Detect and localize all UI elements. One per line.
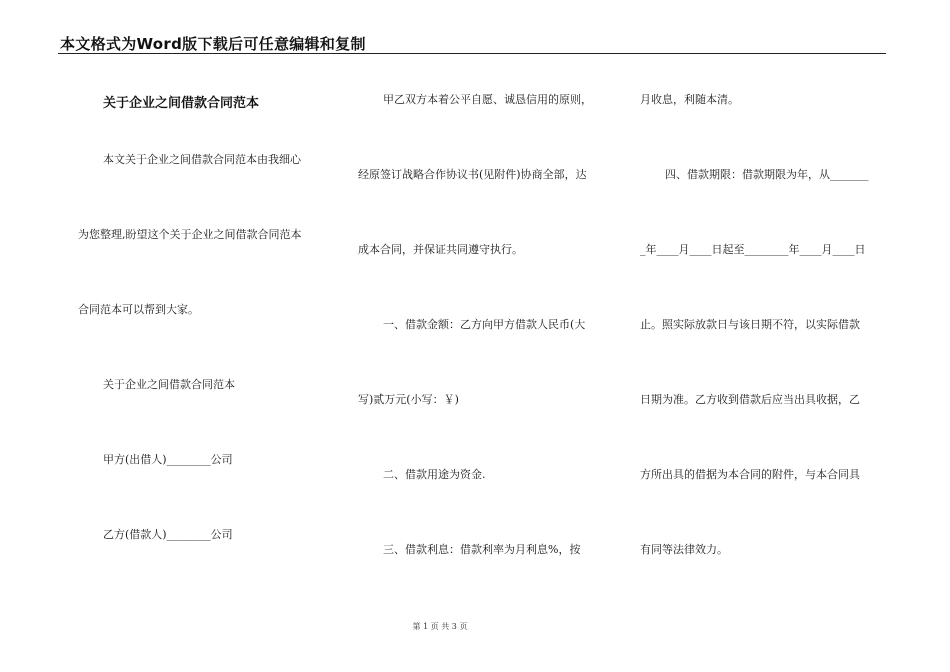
paragraph-line: 方所出具的借据为本合同的附件，与本合同具 [640,468,860,481]
header-divider [58,53,886,54]
paragraph-line: 甲方(出借人)________公司 [103,453,233,466]
page-number-footer: 第 1 页 共 3 页 [412,622,468,631]
paragraph-line: 甲乙双方本着公平自愿、诚恳信用的原则， [383,93,592,106]
paragraph-line: 写)贰万元(小写：￥) [358,393,459,406]
paragraph-line: 关于企业之间借款合同范本 [103,378,235,391]
page-header-title: 本文格式为Word版下载后可任意编辑和复制 [60,35,366,53]
paragraph-line: 成本合同，并保证共同遵守执行。 [358,243,523,256]
paragraph-line: 乙方(借款人)________公司 [103,528,233,541]
paragraph-line: 止。照实际放款日与该日期不符，以实际借款 [640,318,860,331]
paragraph-line: 月收息，利随本清。 [640,93,739,106]
paragraph-line: 一、借款金额：乙方向甲方借款人民币(大 [383,318,586,331]
paragraph-line: 经原签订战略合作协议书(见附件)协商全部，达 [358,168,587,181]
paragraph-line: _年____月____日起至________年____月____日 [640,243,866,256]
paragraph-line: 合同范本可以帮到大家。 [78,303,199,316]
paragraph-line: 二、借款用途为资金. [383,468,486,481]
paragraph-line: 日期为准。乙方收到借款后应当出具收据，乙 [640,393,860,406]
paragraph-line: 有同等法律效力。 [640,543,728,556]
paragraph-line: 为您整理,盼望这个关于企业之间借款合同范本 [78,228,302,241]
paragraph-line: 本文关于企业之间借款合同范本由我细心 [103,153,301,166]
document-title: 关于企业之间借款合同范本 [103,96,260,111]
paragraph-line: 四、借款期限：借款期限为年，从_______ [665,168,869,181]
paragraph-line: 三、借款利息：借款利率为月利息%，按 [383,543,581,556]
